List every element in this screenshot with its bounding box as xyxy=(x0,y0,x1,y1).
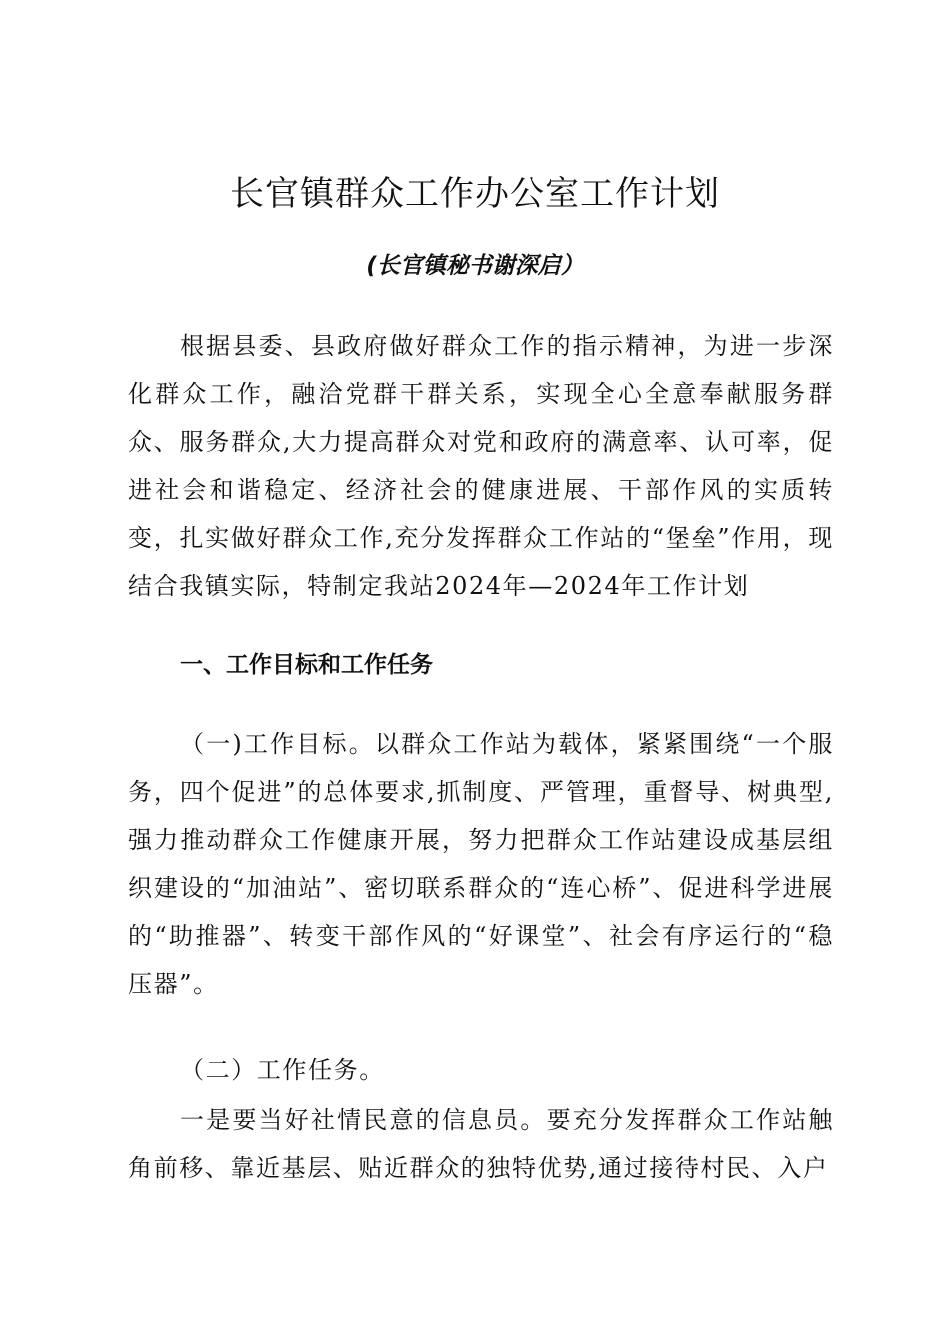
task-1-paragraph: 一是要当好社情民意的信息员。要充分发挥群众工作站触角前移、靠近基层、贴近群众的独特优势,通过接待村民、入户 xyxy=(128,1106,834,1182)
tasks-subheading: （二）工作任务。 xyxy=(180,1056,385,1084)
intro-paragraph: 根据县委、县政府做好群众工作的指示精神，为进一步深化群众工作，融洽党群干群关系，实现全心全意奉献服务群众、服务群众,大力提高群众对党和政府的满意率、认可率，促进社会和谐稳定、经济社会的健康进展、干部作风的实质转变，扎实做好群众工作,充分发挥群众工作站的“堡垒”作用，现结合我镇实际，特制定我站2024年—2024年工作计划 xyxy=(128,332,834,600)
section-heading-goals-tasks: 一、工作目标和工作任务 xyxy=(180,652,433,678)
goal-paragraph: （一)工作目标。以群众工作站为载体，紧紧围绕“一个服务，四个促进”的总体要求,抓制度、严管理，重督导、树典型,强力推动群众工作健康开展，努力把群众工作站建设成基层组织建设的“加油站”、密切联系群众的“连心桥”、促进科学进展的“助推器”、转变干部作风的“好课堂”、社会有序运行的“稳压器”。 xyxy=(128,730,834,998)
document-title: 长官镇群众工作办公室工作计划 xyxy=(230,174,720,214)
document-subtitle: (长官镇秘书谢深启） xyxy=(366,253,584,279)
